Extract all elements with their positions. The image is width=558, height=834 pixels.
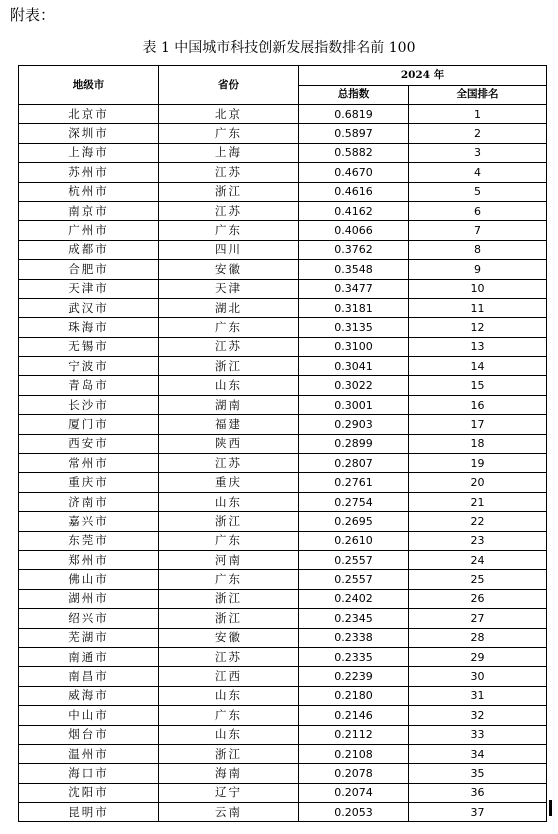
cell-rank: 6 (409, 201, 547, 220)
table-row (19, 298, 547, 317)
table-row (19, 415, 547, 434)
cell-rank: 4 (409, 163, 547, 182)
cell-province: 河南 (159, 550, 299, 569)
cell-city: 广州市 (19, 221, 159, 240)
cell-index: 0.3477 (299, 279, 409, 298)
table-row (19, 473, 547, 492)
cell-rank: 30 (409, 667, 547, 686)
table-row (19, 221, 547, 240)
table-row (19, 706, 547, 725)
cell-index: 0.3181 (299, 298, 409, 317)
cell-rank: 10 (409, 279, 547, 298)
table-row (19, 686, 547, 705)
cell-index: 0.2903 (299, 415, 409, 434)
edge-mark (549, 800, 552, 816)
cell-city: 珠海市 (19, 318, 159, 337)
cell-province: 山东 (159, 725, 299, 744)
cell-city: 北京市 (19, 105, 159, 124)
cell-index: 0.6819 (299, 105, 409, 124)
cell-city: 南京市 (19, 201, 159, 220)
cell-index: 0.2557 (299, 550, 409, 569)
cell-province: 浙江 (159, 589, 299, 608)
cell-index: 0.2899 (299, 434, 409, 453)
table-row (19, 570, 547, 589)
cell-city: 海口市 (19, 764, 159, 783)
header-index: 总指数 (299, 85, 409, 105)
cell-city: 合肥市 (19, 260, 159, 279)
cell-province: 海南 (159, 764, 299, 783)
cell-city: 绍兴市 (19, 609, 159, 628)
cell-rank: 28 (409, 628, 547, 647)
table-row (19, 260, 547, 279)
cell-index: 0.2338 (299, 628, 409, 647)
table-row (19, 725, 547, 744)
cell-rank: 29 (409, 647, 547, 666)
cell-city: 厦门市 (19, 415, 159, 434)
cell-city: 宁波市 (19, 357, 159, 376)
cell-city: 中山市 (19, 706, 159, 725)
table-caption: 表 1 中国城市科技创新发展指数排名前 100 (142, 40, 416, 56)
cell-rank: 23 (409, 531, 547, 550)
cell-rank: 32 (409, 706, 547, 725)
cell-rank: 17 (409, 415, 547, 434)
cell-index: 0.2078 (299, 764, 409, 783)
table-row (19, 744, 547, 763)
cell-index: 0.5897 (299, 124, 409, 143)
cell-rank: 11 (409, 298, 547, 317)
cell-city: 上海市 (19, 143, 159, 162)
table-row (19, 512, 547, 531)
cell-province: 广东 (159, 221, 299, 240)
cell-city: 芜湖市 (19, 628, 159, 647)
cell-city: 郑州市 (19, 550, 159, 569)
cell-province: 陕西 (159, 434, 299, 453)
table-row (19, 628, 547, 647)
table-row (19, 337, 547, 356)
table-row (19, 550, 547, 569)
cell-index: 0.3762 (299, 240, 409, 259)
cell-rank: 5 (409, 182, 547, 201)
cell-province: 上海 (159, 143, 299, 162)
cell-rank: 9 (409, 260, 547, 279)
cell-index: 0.2146 (299, 706, 409, 725)
cell-province: 广东 (159, 570, 299, 589)
cell-index: 0.2112 (299, 725, 409, 744)
table-row (19, 357, 547, 376)
table-row (19, 395, 547, 414)
cell-city: 武汉市 (19, 298, 159, 317)
cell-index: 0.3135 (299, 318, 409, 337)
cell-index: 0.3022 (299, 376, 409, 395)
cell-index: 0.2557 (299, 570, 409, 589)
cell-index: 0.5882 (299, 143, 409, 162)
cell-province: 浙江 (159, 182, 299, 201)
cell-province: 江苏 (159, 201, 299, 220)
cell-province: 四川 (159, 240, 299, 259)
cell-index: 0.3100 (299, 337, 409, 356)
cell-province: 北京 (159, 105, 299, 124)
table-row (19, 240, 547, 259)
cell-rank: 15 (409, 376, 547, 395)
cell-city: 温州市 (19, 744, 159, 763)
table-row (19, 143, 547, 162)
cell-rank: 27 (409, 609, 547, 628)
cell-city: 济南市 (19, 492, 159, 511)
cell-index: 0.2695 (299, 512, 409, 531)
cell-rank: 12 (409, 318, 547, 337)
table-row (19, 647, 547, 666)
cell-rank: 2 (409, 124, 547, 143)
table-row (19, 105, 547, 124)
cell-province: 浙江 (159, 357, 299, 376)
cell-rank: 14 (409, 357, 547, 376)
cell-city: 沈阳市 (19, 783, 159, 802)
cell-province: 浙江 (159, 609, 299, 628)
cell-province: 广东 (159, 531, 299, 550)
table-row (19, 182, 547, 201)
cell-index: 0.2402 (299, 589, 409, 608)
cell-rank: 25 (409, 570, 547, 589)
cell-rank: 8 (409, 240, 547, 259)
cell-city: 南昌市 (19, 667, 159, 686)
cell-province: 江苏 (159, 647, 299, 666)
cell-city: 无锡市 (19, 337, 159, 356)
header-rank: 全国排名 (409, 85, 547, 105)
table-row (19, 454, 547, 473)
cell-rank: 33 (409, 725, 547, 744)
cell-index: 0.4066 (299, 221, 409, 240)
cell-rank: 18 (409, 434, 547, 453)
header-city: 地级市 (19, 66, 159, 105)
cell-index: 0.4670 (299, 163, 409, 182)
cell-index: 0.2754 (299, 492, 409, 511)
table-row (19, 279, 547, 298)
cell-rank: 37 (409, 803, 547, 822)
cell-rank: 1 (409, 105, 547, 124)
cell-city: 常州市 (19, 454, 159, 473)
cell-province: 江苏 (159, 454, 299, 473)
cell-province: 浙江 (159, 744, 299, 763)
table-row (19, 803, 547, 822)
header-province: 省份 (159, 66, 299, 105)
cell-city: 佛山市 (19, 570, 159, 589)
cell-rank: 19 (409, 454, 547, 473)
cell-index: 0.2180 (299, 686, 409, 705)
cell-rank: 3 (409, 143, 547, 162)
cell-province: 江苏 (159, 163, 299, 182)
cell-city: 嘉兴市 (19, 512, 159, 531)
cell-index: 0.2053 (299, 803, 409, 822)
cell-province: 山东 (159, 492, 299, 511)
cell-province: 安徽 (159, 260, 299, 279)
cell-index: 0.2761 (299, 473, 409, 492)
cell-rank: 26 (409, 589, 547, 608)
appendix-label: 附表： (10, 6, 56, 24)
cell-rank: 21 (409, 492, 547, 511)
cell-index: 0.2074 (299, 783, 409, 802)
cell-province: 广东 (159, 124, 299, 143)
cell-index: 0.2335 (299, 647, 409, 666)
cell-city: 杭州市 (19, 182, 159, 201)
cell-index: 0.4616 (299, 182, 409, 201)
cell-rank: 35 (409, 764, 547, 783)
table-row (19, 764, 547, 783)
cell-index: 0.2610 (299, 531, 409, 550)
cell-city: 西安市 (19, 434, 159, 453)
cell-rank: 31 (409, 686, 547, 705)
cell-province: 江西 (159, 667, 299, 686)
cell-province: 广东 (159, 318, 299, 337)
cell-city: 南通市 (19, 647, 159, 666)
cell-rank: 22 (409, 512, 547, 531)
table-row (19, 376, 547, 395)
table-row (19, 434, 547, 453)
cell-city: 湖州市 (19, 589, 159, 608)
cell-city: 青岛市 (19, 376, 159, 395)
table-row (19, 589, 547, 608)
cell-rank: 20 (409, 473, 547, 492)
cell-province: 广东 (159, 706, 299, 725)
cell-province: 山东 (159, 376, 299, 395)
cell-province: 天津 (159, 279, 299, 298)
table-row (19, 163, 547, 182)
cell-province: 湖南 (159, 395, 299, 414)
cell-city: 长沙市 (19, 395, 159, 414)
cell-index: 0.2345 (299, 609, 409, 628)
cell-rank: 7 (409, 221, 547, 240)
cell-index: 0.2807 (299, 454, 409, 473)
cell-rank: 13 (409, 337, 547, 356)
cell-city: 成都市 (19, 240, 159, 259)
header-year: 2024 年 (299, 66, 547, 86)
cell-index: 0.2239 (299, 667, 409, 686)
table-row (19, 201, 547, 220)
ranking-table (18, 65, 547, 822)
table-body (19, 105, 547, 822)
cell-city: 重庆市 (19, 473, 159, 492)
cell-province: 山东 (159, 686, 299, 705)
table-row (19, 667, 547, 686)
cell-rank: 24 (409, 550, 547, 569)
table-row (19, 783, 547, 802)
cell-province: 辽宁 (159, 783, 299, 802)
cell-index: 0.3001 (299, 395, 409, 414)
cell-province: 云南 (159, 803, 299, 822)
cell-index: 0.3548 (299, 260, 409, 279)
cell-index: 0.2108 (299, 744, 409, 763)
table-row (19, 609, 547, 628)
cell-city: 苏州市 (19, 163, 159, 182)
table-header (19, 66, 547, 105)
cell-index: 0.4162 (299, 201, 409, 220)
cell-province: 浙江 (159, 512, 299, 531)
cell-rank: 34 (409, 744, 547, 763)
cell-city: 天津市 (19, 279, 159, 298)
cell-province: 湖北 (159, 298, 299, 317)
cell-index: 0.3041 (299, 357, 409, 376)
cell-city: 烟台市 (19, 725, 159, 744)
cell-city: 威海市 (19, 686, 159, 705)
cell-province: 江苏 (159, 337, 299, 356)
table-row (19, 318, 547, 337)
cell-city: 深圳市 (19, 124, 159, 143)
cell-province: 福建 (159, 415, 299, 434)
table-row (19, 531, 547, 550)
table-row (19, 492, 547, 511)
cell-rank: 16 (409, 395, 547, 414)
cell-province: 重庆 (159, 473, 299, 492)
cell-province: 安徽 (159, 628, 299, 647)
cell-rank: 36 (409, 783, 547, 802)
cell-city: 东莞市 (19, 531, 159, 550)
table-row (19, 124, 547, 143)
cell-city: 昆明市 (19, 803, 159, 822)
